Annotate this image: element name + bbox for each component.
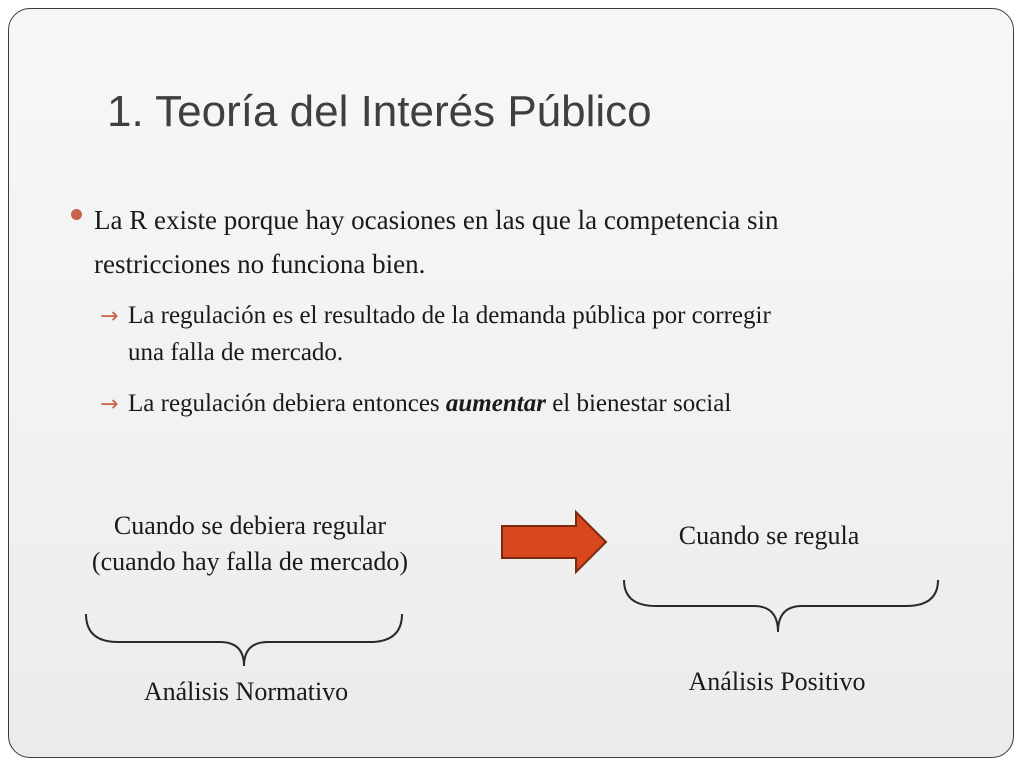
sub-bullet-1-line-2: una falla de mercado. bbox=[128, 339, 344, 366]
sub-bullet-2 bbox=[100, 386, 930, 423]
main-bullet-text bbox=[94, 198, 954, 286]
left-caption-line-1: Cuando se debiera regular bbox=[113, 511, 387, 540]
sub-bullet-2-pre: La regulación debiera entonces bbox=[128, 390, 446, 417]
block-arrow-shape bbox=[502, 512, 606, 572]
slide-title: 1. Teoría del Interés Público bbox=[107, 87, 652, 136]
main-bullet-line-1: La R existe porque hay ocasiones en las que la competencia sin bbox=[94, 205, 779, 235]
left-curly-brace-icon bbox=[80, 608, 410, 672]
left-caption bbox=[40, 508, 460, 580]
sub-bullet-1 bbox=[100, 298, 930, 371]
left-label: Análisis Normativo bbox=[143, 677, 349, 706]
right-arrow-icon: → bbox=[100, 392, 119, 417]
left-caption-line-2: (cuando hay falla de mercado) bbox=[91, 547, 409, 576]
right-caption: Cuando se regula bbox=[678, 521, 860, 550]
right-arrow-icon: → bbox=[100, 304, 119, 329]
right-label: Análisis Positivo bbox=[688, 667, 866, 696]
right-curly-brace-icon bbox=[618, 574, 946, 638]
sub-bullet-2-emphasis: aumentar bbox=[445, 390, 546, 417]
sub-bullet-1-line-1: La regulación es el resultado de la demanda pública por corregir bbox=[128, 302, 771, 329]
bullet-dot-icon bbox=[71, 209, 82, 220]
main-bullet-line-2: restricciones no funciona bien. bbox=[94, 249, 426, 279]
sub-bullet-2-post: el bienestar social bbox=[545, 390, 732, 417]
block-arrow-icon bbox=[500, 510, 610, 574]
